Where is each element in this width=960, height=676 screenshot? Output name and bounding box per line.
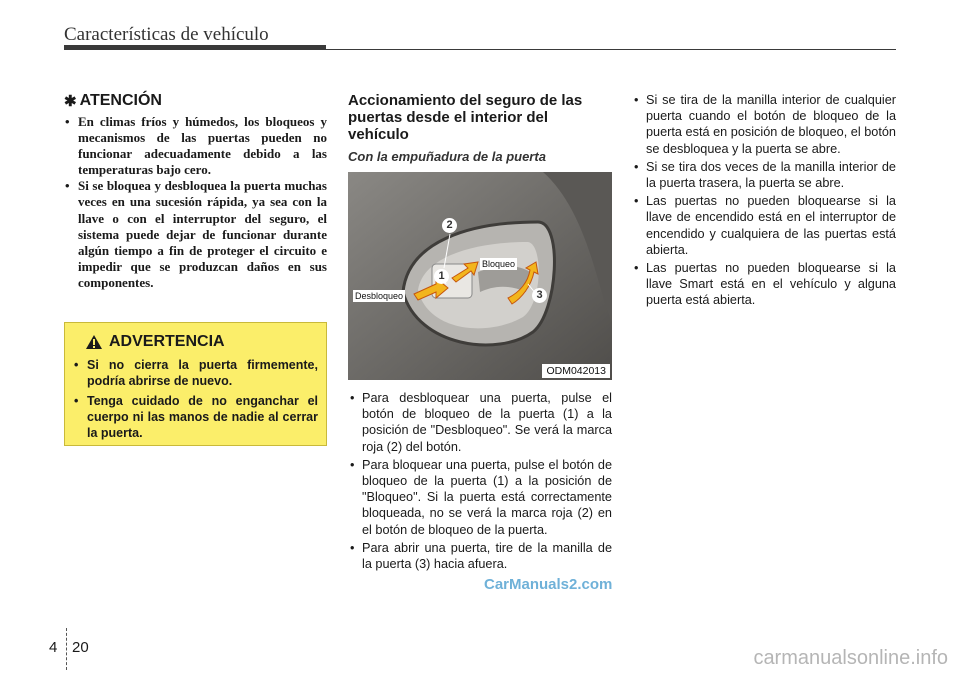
callout-2: 2	[442, 218, 457, 233]
warning-box	[64, 322, 327, 446]
instruction-item: • Para abrir una puerta, tire de la manilla de la puerta (3) hacia afuera.	[348, 540, 612, 572]
warning-title: ADVERTENCIA	[109, 333, 225, 350]
header-rule	[326, 49, 896, 50]
door-handle-illustration	[348, 172, 612, 380]
section-subtitle: Con la empuñadura de la puerta	[348, 149, 546, 164]
figure-code: ODM042013	[542, 364, 610, 378]
warning-triangle-icon	[85, 334, 103, 350]
door-handle-figure	[348, 172, 612, 380]
warning-item: • Si no cierra la puerta firmemente, podría abrirse de nuevo.	[73, 357, 318, 390]
attention-title: ATENCIÓN	[79, 92, 162, 109]
warning-list	[73, 357, 318, 441]
note-item: • Si se tira dos veces de la manilla interior de la puerta trasera, la puerta se abre.	[632, 159, 896, 191]
asterisk-icon: ✱	[64, 93, 77, 110]
lock-section	[348, 92, 612, 172]
unlock-label: Desbloqueo	[355, 291, 404, 301]
attention-section	[64, 92, 327, 291]
callout-3: 3	[532, 288, 547, 303]
header-title: Características de vehículo	[64, 24, 269, 45]
attention-list	[64, 114, 327, 291]
lock-instructions-list	[348, 390, 612, 574]
note-item: • Las puertas no pueden bloquearse si la llave de encendido está en el interruptor de encendido y cualquiera de las puertas está abierta.	[632, 193, 896, 258]
door-notes-list	[632, 92, 896, 311]
footer-divider	[66, 628, 67, 670]
chapter-number: 4	[49, 639, 58, 656]
warning-item: • Tenga cuidado de no enganchar el cuerpo ni las manos de nadie al cerrar la puerta.	[73, 393, 318, 442]
watermark-link[interactable]: CarManuals2.com	[484, 576, 613, 593]
page-number: 20	[72, 639, 89, 656]
warning-heading	[73, 333, 318, 351]
attention-item: • Si se bloquea y desbloquea la puerta muchas veces en una sucesión rápida, ya sea con la llave o con el interruptor del seguro, el sistema puede dejar de funcionar durante algún tiempo a fin de proteger el circuito e impedir que se produzcan daños en sus componentes.	[64, 178, 327, 291]
note-item: • Las puertas no pueden bloquearse si la llave Smart está en el vehículo y alguna puerta está abierta.	[632, 260, 896, 309]
lock-label: Bloqueo	[482, 259, 516, 269]
attention-heading	[64, 92, 327, 110]
site-watermark: carmanualsonline.info	[753, 647, 948, 669]
instruction-item: • Para desbloquear una puerta, pulse el botón de bloqueo de la puerta (1) a la posición de "Desbloqueo". Se verá la marca roja (2) del botón.	[348, 390, 612, 455]
attention-item: • En climas fríos y húmedos, los bloqueos y mecanismos de las puertas pueden no funcionar adecuadamente debido a las temperaturas bajo cero.	[64, 114, 327, 178]
header-bar	[64, 45, 326, 50]
callout-1: 1	[434, 269, 449, 284]
note-item: • Si se tira de la manilla interior de cualquier puerta cuando el botón de bloqueo de la puerta está en posición de bloqueo, el botón se desbloquea y la puerta se abre.	[632, 92, 896, 157]
section-title: Accionamiento del seguro de las puertas desde el interior del vehículo	[348, 92, 583, 143]
instruction-item: • Para bloquear una puerta, pulse el botón de bloqueo de la puerta (1) a la posición de "Bloqueo". Si la puerta está correctamente bloqueada, no se verá la marca roja (2) en el botón de bloqueo de la puerta.	[348, 457, 612, 538]
